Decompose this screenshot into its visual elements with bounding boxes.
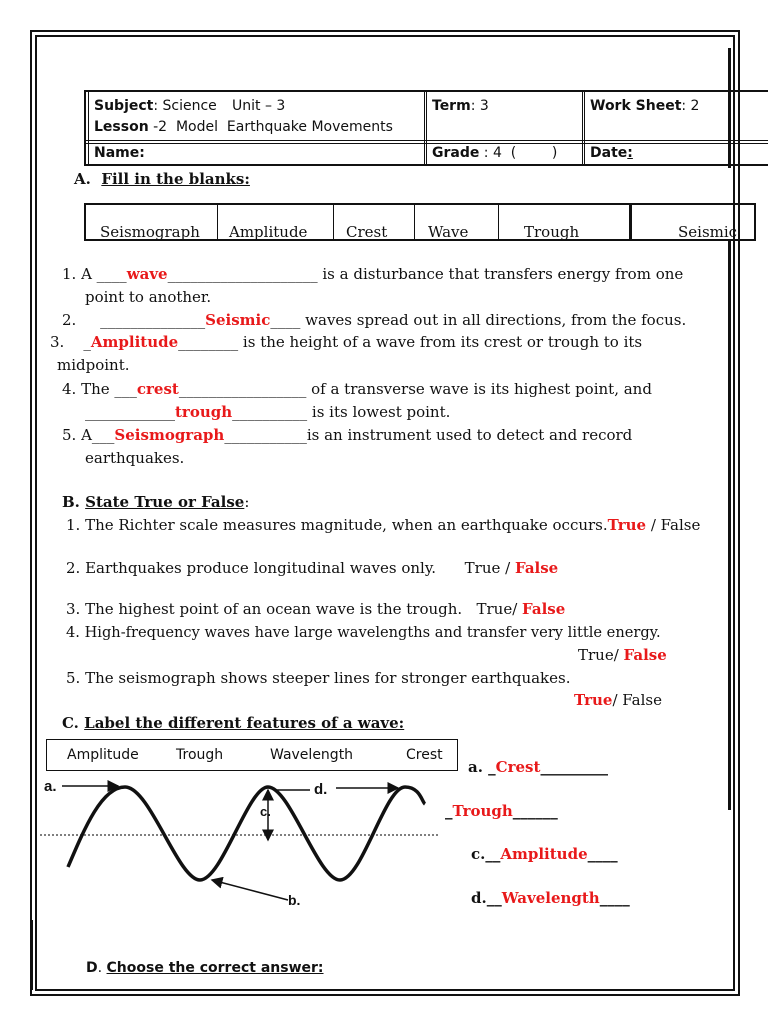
tf-false: False (522, 600, 566, 618)
arrow-b (212, 880, 288, 900)
section-d-heading: D. Choose the correct answer: (86, 960, 324, 976)
answer-text: Seismograph (114, 426, 225, 444)
answer-text: trough (175, 403, 233, 421)
term-value: : 3 (470, 98, 489, 114)
diagram-label-a: a. (44, 778, 57, 795)
section-b-title: State True or False (85, 493, 245, 511)
tf-item-1: 1. The Richter scale measures magnitude, when an earthquake occurs.True / False (66, 516, 701, 534)
worksheet-label: Work Sheet (590, 98, 682, 114)
name-label: Name: (94, 145, 145, 161)
section-a-letter: A. (74, 170, 91, 188)
word-bank-item: Trough (524, 223, 580, 241)
tf-true: True (476, 600, 513, 618)
blank-item-3: 3. _Amplitude________ is the height of a wave from its crest or trough to its (50, 333, 643, 351)
tf-false: False (622, 691, 662, 709)
term-cell (432, 98, 489, 114)
answer-text: Trough (452, 802, 513, 820)
wave-label-bank (46, 739, 458, 771)
grade-value: : 4 ( ) (479, 145, 558, 161)
word-bank-item: Crest (346, 223, 388, 241)
blank-item-4: 4. The ___crest_________________ of a transverse wave is its highest point, and (62, 380, 652, 398)
term-label: Term (432, 98, 471, 114)
word-bank-item: Amplitude (229, 223, 308, 241)
answer-text: Seismic (205, 311, 271, 329)
section-d-title: Choose the correct answer: (106, 960, 324, 976)
wave-diagram (40, 772, 440, 920)
blank-item-3-cont: midpoint. (57, 356, 130, 374)
worksheet-value: : 2 (681, 98, 700, 114)
tf-item-3: 3. The highest point of an ocean wave is the trough. True/ False (66, 600, 566, 618)
tf-item-5-choice: True/ False (574, 691, 662, 709)
label-bank-item: Amplitude (67, 747, 139, 763)
tf-item-2: 2. Earthquakes produce longitudinal waves only. True / False (66, 559, 559, 577)
wave-answer-d: d.__Wavelength____ (471, 889, 630, 907)
word-bank-item: Wave (428, 223, 469, 241)
subject-cell (94, 98, 217, 114)
subject-value: : Science (153, 98, 217, 114)
label-bank-item: Wavelength (270, 747, 354, 763)
answer-text: crest (136, 380, 179, 398)
label-bank-item: Trough (176, 747, 224, 763)
lesson-label: Lesson (94, 119, 149, 135)
section-b-letter: B. (62, 493, 80, 511)
grade-label: Grade (432, 145, 480, 161)
word-bank (84, 203, 756, 241)
diagram-label-c: c. (260, 804, 271, 819)
answer-text: Amplitude (90, 333, 179, 351)
tf-false: False (623, 646, 667, 664)
section-a-title: Fill in the blanks: (101, 170, 250, 188)
border-stroke (30, 920, 33, 990)
section-b-heading: B. State True or False: (62, 493, 250, 511)
grade-cell (432, 145, 557, 161)
unit-label: Unit – 3 (232, 98, 286, 114)
section-d-letter: D (86, 960, 98, 976)
tf-true: True (574, 691, 613, 709)
answer-text: Amplitude (500, 845, 588, 863)
blank-item-4-cont: ____________trough__________ is its lowest point. (85, 403, 451, 421)
blank-item-1: 1. A ____wave____________________ is a disturbance that transfers energy from one (62, 265, 684, 283)
wave-curve (68, 787, 425, 880)
date-label: Date (590, 145, 628, 161)
answer-text: Wavelength (501, 889, 600, 907)
date-colon: : (627, 145, 633, 161)
tf-true: True (607, 516, 647, 534)
word-bank-item: Seismic (678, 223, 738, 241)
wave-answer-b: _Trough______ (445, 802, 558, 820)
tf-false: False (660, 516, 701, 534)
wave-answer-c: c.__Amplitude____ (471, 845, 618, 863)
word-bank-item: Seismograph (100, 223, 200, 241)
lesson-cell (94, 119, 393, 135)
answer-text: Crest (495, 758, 541, 776)
tf-false: False (514, 559, 559, 577)
blank-item-2: 2. ______________Seismic____ waves spread out in all directions, from the focus. (62, 311, 687, 329)
tf-item-4-choice: True/ False (578, 646, 667, 664)
section-a-heading (74, 170, 250, 188)
header-table (84, 90, 768, 166)
lesson-value: -2 Model Earthquake Movements (148, 119, 393, 135)
subject-label: Subject (94, 98, 154, 114)
tf-true: True (578, 646, 614, 664)
blank-item-1-cont: point to another. (85, 288, 212, 306)
tf-true: True (464, 559, 501, 577)
date-cell (590, 145, 633, 161)
diagram-label-b: b. (288, 892, 301, 908)
diagram-label-d: d. (314, 781, 328, 798)
tf-item-5: 5. The seismograph shows steeper lines for stronger earthquakes. (66, 669, 571, 687)
worksheet-cell (590, 98, 699, 114)
tf-item-4: 4. High-frequency waves have large wavelengths and transfer very little energy. (66, 624, 661, 641)
wave-answer-a: a. _Crest_________ (468, 758, 608, 776)
border-stroke (728, 240, 731, 810)
answer-text: wave (126, 265, 168, 283)
section-c-letter: C. (62, 714, 79, 732)
blank-item-5-cont: earthquakes. (85, 449, 185, 467)
section-c-title: Label the different features of a wave: (84, 714, 405, 732)
label-bank-item: Crest (406, 747, 443, 763)
section-c-heading (62, 714, 404, 732)
blank-item-5: 5. A___Seismograph___________is an instrument used to detect and record (62, 426, 633, 444)
